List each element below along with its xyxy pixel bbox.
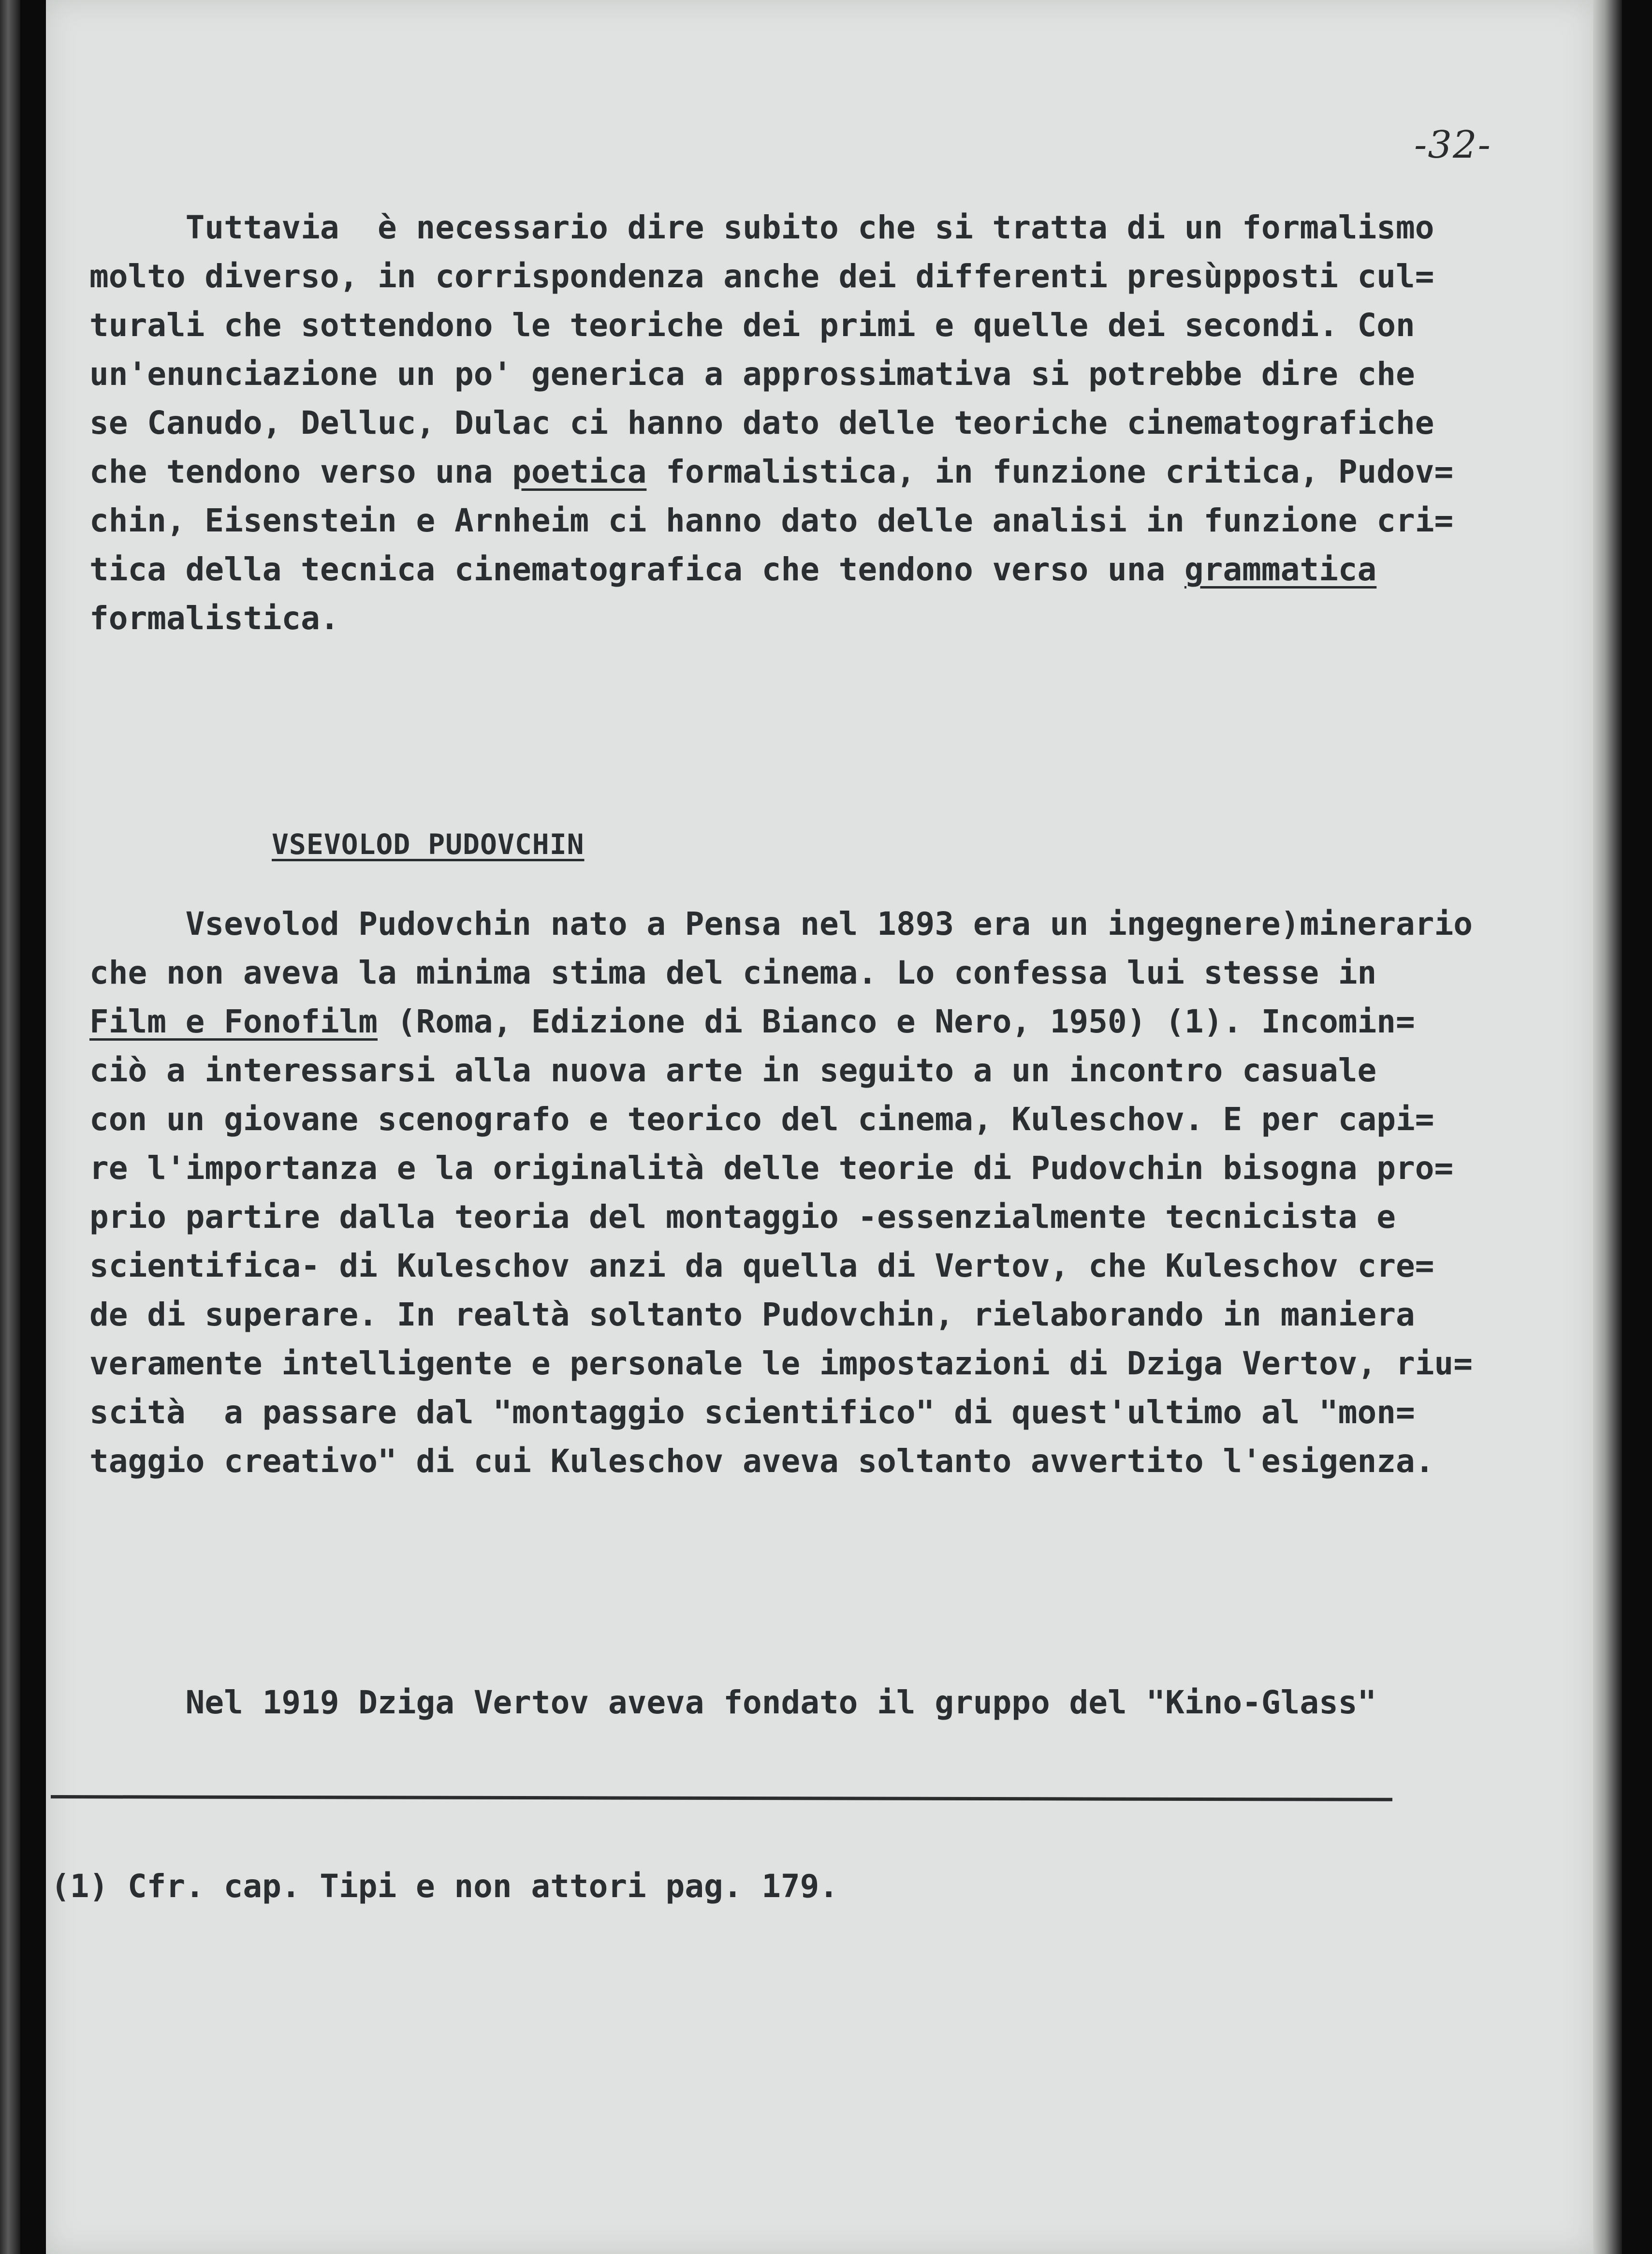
text-line: formalistica. xyxy=(89,600,339,637)
text-line: Nel 1919 Dziga Vertov aveva fondato il gruppo del "Kino-Glass" xyxy=(89,1684,1377,1721)
text-line: formalistica, in funzione critica, Pudov= xyxy=(646,453,1454,490)
text-line: che tendono verso una xyxy=(89,453,512,490)
text-line: prio partire dalla teoria del montaggio -essenzialmente tecnicista e xyxy=(89,1198,1396,1236)
text-line: se Canudo, Delluc, Dulac ci hanno dato delle teoriche cinematografiche xyxy=(89,404,1434,442)
text-line: tica della tecnica cinematografica che tendono verso una xyxy=(89,551,1184,588)
underlined-title-film-e-fonofilm: Film e Fonofilm xyxy=(89,1003,378,1040)
text-line: Vsevolod Pudovchin nato a Pensa nel 1893 era un ingegnere)minerario xyxy=(89,905,1473,943)
section-heading: VSEVOLOD PUDOVCHIN xyxy=(272,828,585,861)
text-line: Tuttavia è necessario dire subito che si tratta di un formalismo xyxy=(89,209,1434,246)
page-number: -32- xyxy=(1414,123,1491,167)
text-line: taggio creativo" di cui Kuleschov aveva soltanto avvertito l'esigenza. xyxy=(89,1443,1434,1480)
text-line: re l'importanza e la originalità delle teorie di Pudovchin bisogna pro= xyxy=(89,1149,1454,1187)
underlined-term-poetica: poetica xyxy=(512,453,647,490)
text-line: un'enunciazione un po' generica a approssimativa si potrebbe dire che xyxy=(89,355,1415,393)
underlined-term-grammatica: grammatica xyxy=(1184,551,1377,588)
text-line: de di superare. In realtà soltanto Pudovchin, rielaborando in maniera xyxy=(89,1296,1415,1333)
text-line: molto diverso, in corrispondenza anche dei differenti presùpposti cul= xyxy=(89,258,1434,295)
paragraph-formalism xyxy=(89,203,1491,643)
footnote: (1) Cfr. cap. Tipi e non attori pag. 179. xyxy=(51,1868,839,1905)
text-line: con un giovane scenografo e teorico del cinema, Kuleschov. E per capi= xyxy=(89,1101,1434,1138)
text-line: ciò a interessarsi alla nuova arte in seguito a un incontro casuale xyxy=(89,1052,1377,1089)
page-edge-shadow xyxy=(1593,0,1622,2254)
text-line: scità a passare dal "montaggio scientifico" di quest'ultimo al "mon= xyxy=(89,1394,1415,1431)
binding-edge xyxy=(0,0,20,2254)
text-line: turali che sottendono le teoriche dei primi e quelle dei secondi. Con xyxy=(89,307,1415,344)
text-line: veramente intelligente e personale le impostazioni di Dziga Vertov, riu= xyxy=(89,1345,1473,1382)
text-line: scientifica- di Kuleschov anzi da quella di Vertov, che Kuleschov cre= xyxy=(89,1247,1434,1284)
paragraph-vertov xyxy=(89,1678,1491,1727)
text-line: che non aveva la minima stima del cinema. Lo confessa lui stesse in xyxy=(89,954,1377,991)
text-line: (Roma, Edizione di Bianco e Nero, 1950) (1). Incomin= xyxy=(378,1003,1415,1040)
paragraph-pudovchin xyxy=(89,899,1491,1486)
text-line: chin, Eisenstein e Arnheim ci hanno dato delle analisi in funzione cri= xyxy=(89,502,1454,539)
